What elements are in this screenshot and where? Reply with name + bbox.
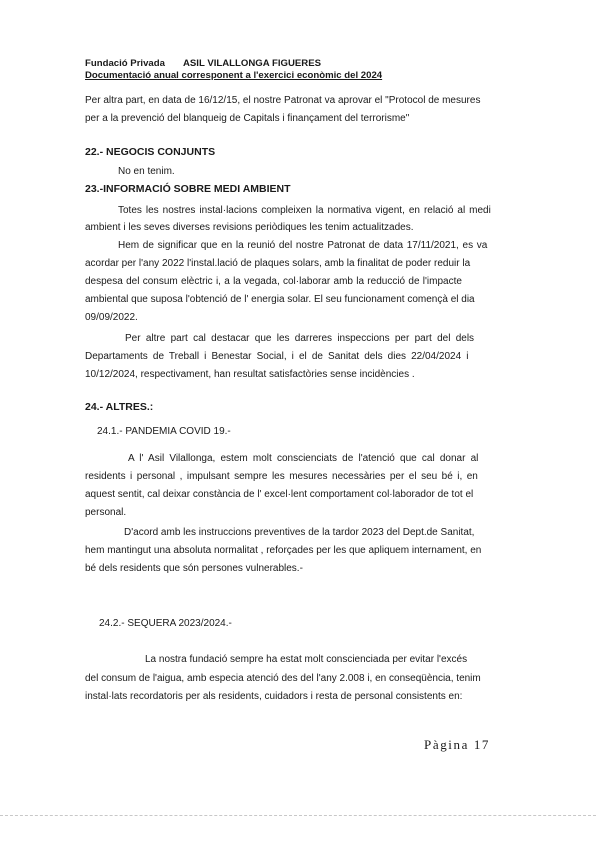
paragraph-line: bé dels residents que són persones vulnerables.- <box>85 563 303 574</box>
paragraph-line: del consum de l'aigua, amb especia atenció des del l'any 2.008 i, en conseqüència, tenim <box>85 673 481 684</box>
document-subtitle: Documentació anual corresponent a l'exercici econòmic del 2024 <box>85 70 383 81</box>
document-header-line <box>85 58 321 69</box>
section-23-heading: 23.-INFORMACIÓ SOBRE MEDI AMBIENT <box>85 183 291 195</box>
section-24-2-heading: 24.2.- SEQUERA 2023/2024.- <box>99 618 232 629</box>
org-name: ASIL VILALLONGA FIGUERES <box>182 58 322 69</box>
scan-edge-divider <box>0 815 596 816</box>
paragraph-line: ambient i les seves diverses revisions periòdiques les tenim actualitzades. <box>85 222 414 233</box>
page-number: Pàgina 17 <box>424 737 491 752</box>
paragraph-line: Per altre part cal destacar que les darreres inspeccions per part del dels <box>125 333 475 344</box>
paragraph-line: aquest sentit, cal deixar constància de l' excel·lent comportament col·laborador de tot el <box>85 489 474 500</box>
paragraph-line: Totes les nostres instal·lacions compleixen la normativa vigent, en relació al medi <box>118 205 491 216</box>
paragraph-line: acordar per l'any 2022 l'instal.lació de plaques solars, amb la finalitat de poder reduir la <box>85 258 471 269</box>
paragraph-line: residents i personal , impulsant sempre les mesures necessàries per el seu bé i, en <box>85 471 478 482</box>
paragraph-line: hem mantingut una absoluta normalitat , reforçades per les que apliquem internament, en <box>85 545 482 556</box>
paragraph-line: 10/12/2024, respectivament, han resultat satisfactòries sense incidències . <box>85 369 415 380</box>
paragraph-line: Departaments de Treball i Benestar Social, i el de Sanitat dels dies 22/04/2024 i <box>85 351 469 362</box>
intro-line-2: per a la prevenció del blanqueig de Capitals i finançament del terrorisme" <box>85 113 410 124</box>
paragraph-line: A l' Asil Vilallonga, estem molt conscienciats de l'atenció que cal donar al <box>128 453 479 464</box>
paragraph-line: instal·lats recordatoris per als residents, cuidadors i resta de personal consistents en: <box>85 691 463 702</box>
section-22-heading: 22.- NEGOCIS CONJUNTS <box>85 146 216 158</box>
section-24-heading: 24.- ALTRES.: <box>85 401 154 413</box>
paragraph-line: personal. <box>85 507 127 518</box>
paragraph-line: ambiental que suposa l'obtenció de l' energia solar. El seu funcionament començà el dia <box>85 294 475 305</box>
org-type: Fundació Privada <box>85 58 165 69</box>
intro-line-1: Per altra part, en data de 16/12/15, el nostre Patronat va aprovar el "Protocol de mesures <box>85 95 481 106</box>
paragraph-line: despesa del consum elèctric i, a la vegada, col·laborar amb la reducció de l'impacte <box>85 276 462 287</box>
section-22-text: No en tenim. <box>118 166 175 177</box>
paragraph-line: La nostra fundació sempre ha estat molt conscienciada per evitar l'excés <box>145 654 468 665</box>
paragraph-line: D'acord amb les instruccions preventives de la tardor 2023 del Dept.de Sanitat, <box>124 527 475 538</box>
paragraph-line: 09/09/2022. <box>85 312 138 323</box>
section-24-1-heading: 24.1.- PANDEMIA COVID 19.- <box>97 426 231 437</box>
paragraph-line: Hem de significar que en la reunió del nostre Patronat de data 17/11/2021, es va <box>118 240 488 251</box>
